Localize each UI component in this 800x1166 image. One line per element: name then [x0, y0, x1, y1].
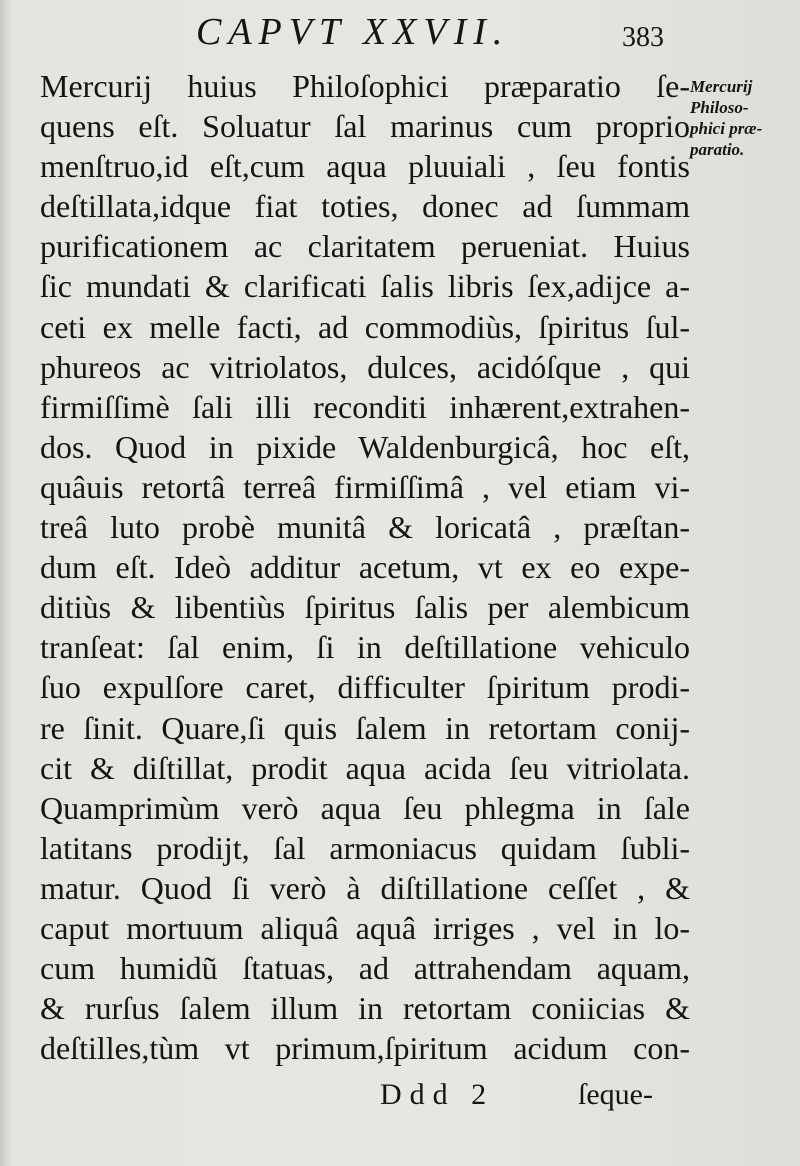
text-line: ditiùs & libentiùs ſpiritus ſalis per alembicum	[40, 589, 690, 626]
catchword: ſeque-	[578, 1078, 653, 1111]
text-line: & rurſus ſalem illum in retortam coniicias &	[40, 990, 690, 1027]
text-line: cit & diſtillat, prodit aqua acida ſeu vitriolata.	[40, 749, 690, 786]
text-line: treâ luto probè munitâ & loricatâ , præſtan-	[40, 509, 690, 546]
text-line: re ſinit. Quare,ſi quis ſalem in retortam conij-	[40, 709, 690, 746]
text-line: matur. Quod ſi verò à diſtillatione ceſſet , &	[40, 869, 690, 906]
text-line: ſuo expulſore caret, difficulter ſpiritum prodi-	[40, 669, 690, 706]
text-line: deſtillata,idque fiat toties, donec ad ſummam	[40, 188, 690, 225]
marginal-note	[690, 76, 798, 160]
text-line: purificationem ac claritatem perueniat. Huius	[40, 228, 690, 265]
text-line: caput mortuum aliquâ aquâ irriges , vel in lo-	[40, 909, 690, 946]
text-line: Mercurij huius Philoſophici præparatio ſe-	[40, 68, 690, 104]
text-line: phureos ac vitriolatos, dulces, acidóſque , qui	[40, 348, 690, 385]
text-line: tranſeat: ſal enim, ſi in deſtillatione vehiculo	[40, 629, 690, 666]
text-line: dos. Quod in pixide Waldenburgicâ, hoc eſt,	[40, 428, 690, 465]
page-header	[0, 8, 800, 58]
marginal-note-line: Mercurij	[690, 77, 753, 96]
text-line: ſic mundati & clarificati ſalis libris ſex,adijce a-	[40, 268, 690, 305]
text-line: latitans prodijt, ſal armoniacus quidam ſubli-	[40, 829, 690, 866]
text-line: menſtruo,id eſt,cum aqua pluuiali , ſeu fontis	[40, 148, 690, 185]
text-line: dum eſt. Ideò additur acetum, vt ex eo expe-	[40, 549, 690, 586]
page-number: 383	[622, 22, 664, 53]
running-title: CAPVT XXVII.	[196, 11, 510, 53]
text-line: firmiſſimè ſali illi reconditi inhærent,extrahen-	[40, 388, 690, 425]
text-line: quens eſt. Soluatur ſal marinus cum proprio	[40, 108, 690, 145]
text-line: Quamprimùm verò aqua ſeu phlegma in ſale	[40, 789, 690, 826]
marginal-note-line: paratio.	[690, 140, 745, 159]
body-text	[40, 66, 690, 1068]
marginal-note-line: phici præ-	[690, 119, 763, 138]
text-line: quâuis retortâ terreâ firmiſſimâ , vel etiam vi-	[40, 468, 690, 505]
signature-mark: Ddd 2	[380, 1078, 495, 1111]
text-line: cum humidũ ſtatuas, ad attrahendam aquam,	[40, 950, 690, 987]
text-line: deſtilles,tùm vt primum,ſpiritum acidum con-	[40, 1030, 690, 1067]
text-line: ceti ex melle facti, ad commodiùs, ſpiritus ſul-	[40, 308, 690, 345]
marginal-note-line: Philoso-	[690, 98, 749, 117]
